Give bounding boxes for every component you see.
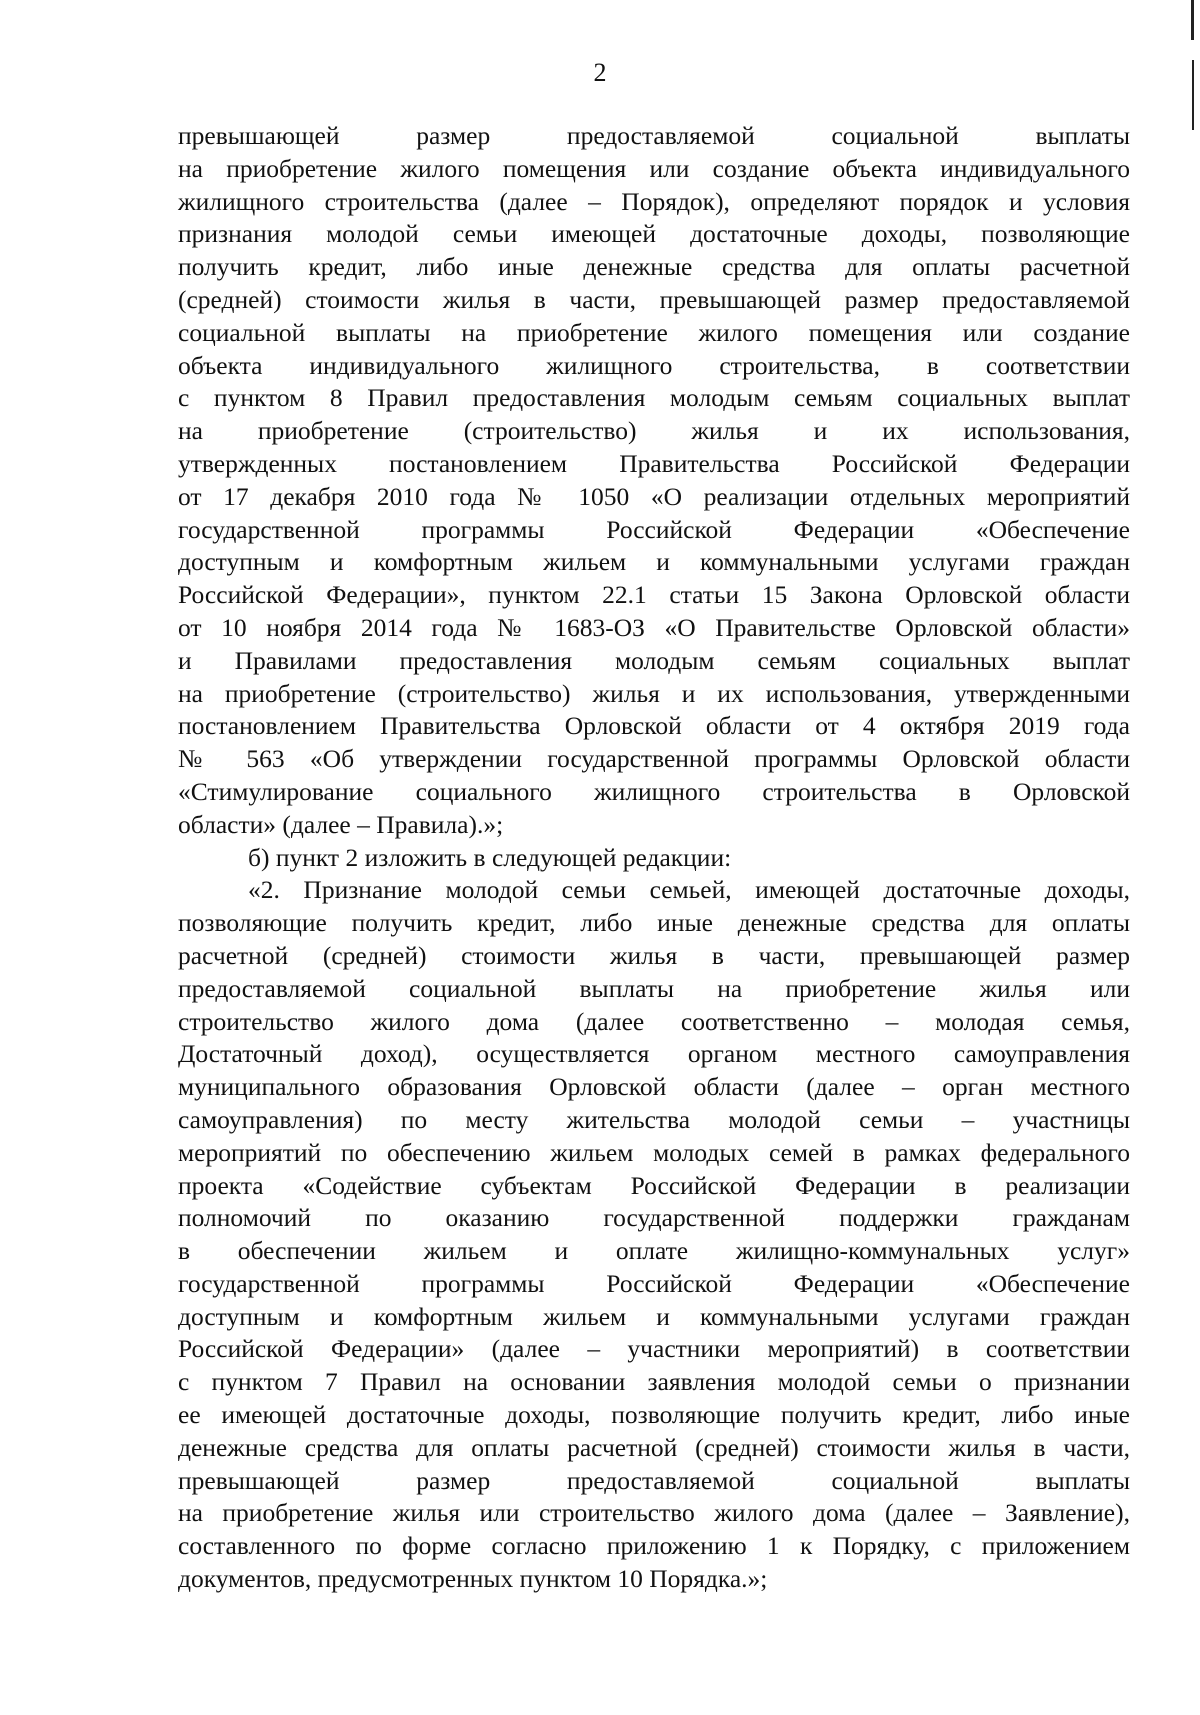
text-line: позволяющие получить кредит, либо иные денежные средства для оплаты bbox=[178, 908, 1130, 938]
text-line: ее имеющей достаточные доходы, позволяющие получить кредит, либо иные bbox=[178, 1400, 1130, 1430]
text-line: Российской Федерации» (далее – участники мероприятий) в соответствии bbox=[178, 1334, 1130, 1364]
text-line: на приобретение (строительство) жилья и их использования, утвержденными bbox=[178, 678, 1130, 708]
text-line: б) пункт 2 изложить в следующей редакции: bbox=[248, 842, 732, 872]
text-line: постановлением Правительства Орловской области от 4 октября 2019 года bbox=[178, 711, 1130, 741]
text-line: от 17 декабря 2010 года № 1050 «О реализации отдельных мероприятий bbox=[178, 481, 1130, 511]
text-line: № 563 «Об утверждении государственной программы Орловской области bbox=[178, 744, 1130, 774]
text-line: государственной программы Российской Федерации «Обеспечение bbox=[178, 514, 1130, 544]
text-line: на приобретение (строительство) жилья и их использования, bbox=[178, 416, 1130, 446]
text-line: (средней) стоимости жилья в части, превышающей размер предоставляемой bbox=[178, 284, 1130, 314]
text-line: предоставляемой социальной выплаты на приобретение жилья или bbox=[178, 973, 1130, 1003]
text-line: области» (далее – Правила).»; bbox=[178, 809, 504, 839]
text-line: составленного по форме согласно приложению 1 к Порядку, с приложением bbox=[178, 1531, 1130, 1561]
text-line: превышающей размер предоставляемой социальной выплаты bbox=[178, 1465, 1130, 1495]
text-line: «2. Признание молодой семьи семьей, имеющей достаточные доходы, bbox=[248, 875, 1130, 905]
text-line: строительство жилого дома (далее соответственно – молодая семья, bbox=[178, 1006, 1130, 1036]
text-line: Российской Федерации», пунктом 22.1 статьи 15 Закона Орловской области bbox=[178, 580, 1130, 610]
scan-edge-mark bbox=[1191, 0, 1194, 40]
text-line: мероприятий по обеспечению жильем молодых семей в рамках федерального bbox=[178, 1137, 1130, 1167]
text-line: признания молодой семьи имеющей достаточные доходы, позволяющие bbox=[178, 219, 1130, 249]
page-number: 2 bbox=[593, 58, 607, 87]
document-body bbox=[178, 120, 1130, 1596]
text-line: объекта индивидуального жилищного строительства, в соответствии bbox=[178, 350, 1130, 380]
text-line: с пунктом 7 Правил на основании заявления молодой семьи о признании bbox=[178, 1367, 1130, 1397]
text-line: муниципального образования Орловской области (далее – орган местного bbox=[178, 1072, 1130, 1102]
text-line: расчетной (средней) стоимости жилья в части, превышающей размер bbox=[178, 940, 1130, 970]
scan-edge-mark bbox=[1192, 60, 1194, 130]
text-line: и Правилами предоставления молодым семьям социальных выплат bbox=[178, 645, 1130, 675]
text-line: утвержденных постановлением Правительства Российской Федерации bbox=[178, 448, 1130, 478]
text-line: государственной программы Российской Федерации «Обеспечение bbox=[178, 1268, 1130, 1298]
text-line: жилищного строительства (далее – Порядок), определяют порядок и условия bbox=[178, 186, 1130, 216]
text-line: доступным и комфортным жильем и коммунальными услугами граждан bbox=[178, 547, 1130, 577]
text-line: получить кредит, либо иные денежные средства для оплаты расчетной bbox=[178, 252, 1130, 282]
text-line: от 10 ноября 2014 года № 1683-ОЗ «О Правительстве Орловской области» bbox=[178, 612, 1130, 642]
text-line: денежные средства для оплаты расчетной (средней) стоимости жилья в части, bbox=[178, 1432, 1130, 1462]
text-line: полномочий по оказанию государственной поддержки гражданам bbox=[178, 1203, 1130, 1233]
text-line: «Стимулирование социального жилищного строительства в Орловской bbox=[178, 776, 1130, 806]
text-line: документов, предусмотренных пунктом 10 Порядка.»; bbox=[178, 1564, 768, 1594]
text-line: в обеспечении жильем и оплате жилищно-коммунальных услуг» bbox=[178, 1236, 1130, 1266]
text-line: превышающей размер предоставляемой социальной выплаты bbox=[178, 121, 1130, 150]
text-line: на приобретение жилого помещения или создание объекта индивидуального bbox=[178, 153, 1130, 183]
text-line: самоуправления) по месту жительства молодой семьи – участницы bbox=[178, 1104, 1130, 1134]
text-line: доступным и комфортным жильем и коммунальными услугами граждан bbox=[178, 1301, 1130, 1331]
text-line: социальной выплаты на приобретение жилого помещения или создание bbox=[178, 317, 1130, 347]
text-line: на приобретение жилья или строительство жилого дома (далее – Заявление), bbox=[178, 1498, 1130, 1528]
text-line: Достаточный доход), осуществляется органом местного самоуправления bbox=[178, 1039, 1130, 1069]
text-line: с пунктом 8 Правил предоставления молодым семьям социальных выплат bbox=[178, 383, 1130, 413]
text-line: проекта «Содействие субъектам Российской Федерации в реализации bbox=[178, 1170, 1130, 1200]
